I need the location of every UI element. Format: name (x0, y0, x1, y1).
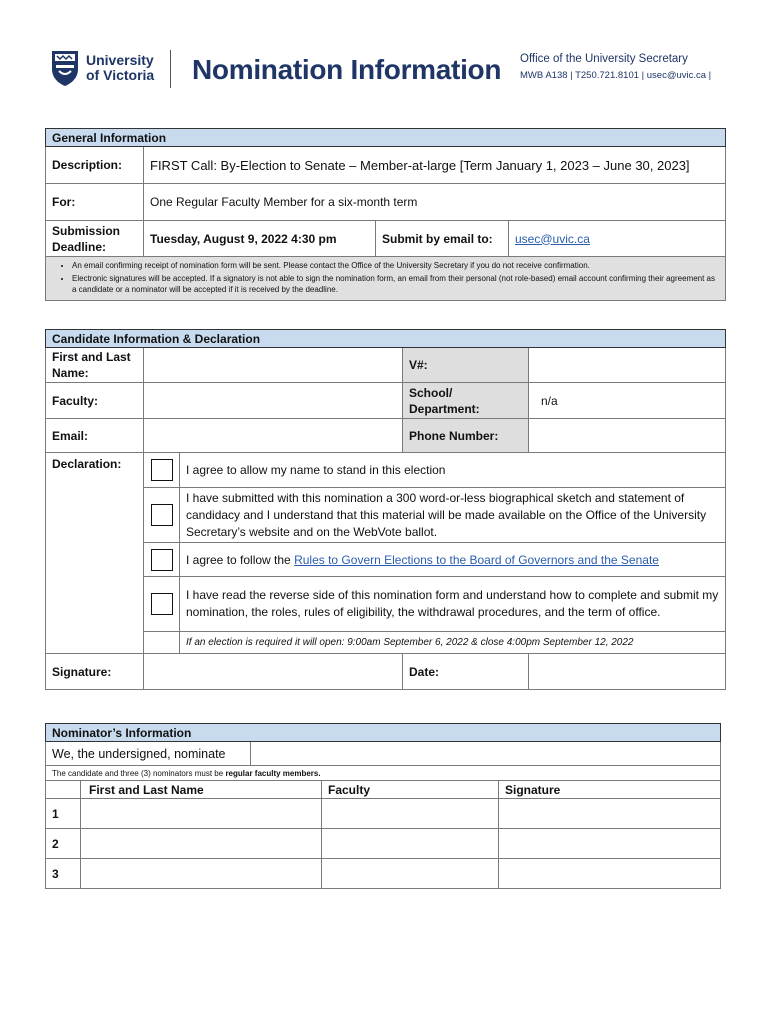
nominee-name-field[interactable] (251, 742, 721, 766)
date-label: Date: (403, 654, 529, 690)
table-row (46, 859, 721, 889)
university-logo (50, 48, 182, 88)
school-label-line1: School/ (409, 385, 453, 400)
name-label (46, 348, 144, 383)
declaration-label: Declaration: (46, 453, 144, 654)
name-label-line2: Name: (52, 366, 89, 380)
declaration-checkbox-2[interactable] (151, 504, 173, 526)
faculty-label: Faculty: (46, 383, 144, 419)
declaration-text-1: I agree to allow my name to stand in this election (180, 453, 726, 488)
nominator-name-field[interactable] (81, 829, 322, 859)
deadline-label (46, 221, 144, 257)
nominator-signature-field[interactable] (499, 829, 721, 859)
crest-icon (50, 49, 80, 87)
declaration-text-4: I have read the reverse side of this nomination form and understand how to complete and submit my nomination, the roles, rules of eligibility, the withdrawal procedures, and the term of office. (180, 577, 726, 632)
row-number: 1 (46, 799, 81, 829)
phone-label: Phone Number: (403, 419, 529, 453)
declaration-text-3 (180, 543, 726, 577)
table-row (46, 799, 721, 829)
school-value: n/a (541, 393, 558, 408)
nominator-signature-field[interactable] (499, 799, 721, 829)
date-field[interactable] (529, 654, 726, 690)
phone-field[interactable] (529, 419, 726, 453)
nominator-note-prefix: The candidate and three (3) nominators must be (52, 768, 226, 778)
row-number: 2 (46, 829, 81, 859)
logo-line-2: of Victoria (86, 67, 155, 83)
description-value: FIRST Call: By-Election to Senate – Member-at-large [Term January 1, 2023 – June 30, 2023] (144, 147, 726, 184)
name-label-line1: First and Last (52, 350, 131, 364)
nominator-faculty-field[interactable] (322, 799, 499, 829)
election-note: If an election is required it will open: 9:00am September 6, 2022 & close 4:00pm September 12, 2022 (180, 632, 726, 654)
rules-link[interactable]: Rules to Govern Elections to the Board of Governors and the Senate (294, 552, 659, 567)
general-information-table (45, 128, 726, 301)
deadline-value: Tuesday, August 9, 2022 4:30 pm (144, 221, 376, 257)
note-item: • Electronic signatures will be accepted. If a signatory is not able to sign the nomination form, an email from their personal (not role-based) email account confirming their agreement as a candidate or a nominator will be accepted if it is received by the deadline. (72, 273, 719, 295)
declaration-text-3-prefix: I agree to follow the (186, 552, 295, 567)
nominator-note-bold: regular faculty members. (225, 768, 321, 778)
logo-divider (170, 50, 171, 88)
for-value: One Regular Faculty Member for a six-month term (144, 184, 726, 221)
university-name (86, 53, 154, 83)
for-label: For: (46, 184, 144, 221)
section-header-general: General Information (46, 129, 726, 147)
school-label (403, 383, 529, 419)
nominator-signature-field[interactable] (499, 859, 721, 889)
nominator-information-table (45, 723, 721, 889)
column-header-signature: Signature (499, 781, 721, 799)
row-number: 3 (46, 859, 81, 889)
note-item: • An email confirming receipt of nomination form will be sent. Please contact the Office of the University Secretary if you do not receive confirmation. (72, 260, 719, 271)
deadline-label-line2: Deadline: (52, 239, 107, 254)
email-label: Email: (46, 419, 144, 453)
page-title: Nomination Information (192, 54, 502, 85)
nominator-faculty-field[interactable] (322, 859, 499, 889)
deadline-label-line1: Submission (52, 223, 121, 238)
faculty-field[interactable] (144, 383, 403, 419)
signature-field[interactable] (144, 654, 403, 690)
email-field[interactable] (144, 419, 403, 453)
school-label-line2: Department: (409, 401, 480, 416)
submit-label: Submit by email to: (376, 221, 509, 257)
declaration-text-2: I have submitted with this nomination a 300 word-or-less biographical sketch and statement of candidacy and I understand that this material will be made available on the Office of the University Secretary’s website and on the WebVote ballot. (180, 488, 726, 543)
office-name: Office of the University Secretary (520, 53, 688, 65)
general-notes (46, 257, 726, 301)
nominator-note (46, 766, 721, 781)
school-field[interactable] (529, 383, 726, 419)
nominator-name-field[interactable] (81, 859, 322, 889)
candidate-information-table (45, 329, 726, 690)
section-header-nominator: Nominator’s Information (46, 724, 721, 742)
candidate-name-field[interactable] (144, 348, 403, 383)
table-row (46, 829, 721, 859)
submit-email-link[interactable]: usec@uvic.ca (515, 231, 590, 246)
declaration-checkbox-3[interactable] (151, 549, 173, 571)
office-contact: MWB A138 | T250.721.8101 | usec@uvic.ca | (520, 70, 712, 81)
v-number-label: V#: (403, 348, 529, 383)
declaration-checkbox-4[interactable] (151, 593, 173, 615)
logo-line-1: University (86, 52, 154, 68)
description-label: Description: (46, 147, 144, 184)
column-header-faculty: Faculty (322, 781, 499, 799)
column-header-name: First and Last Name (81, 781, 322, 799)
nominator-name-field[interactable] (81, 799, 322, 829)
header-blank (46, 781, 81, 799)
v-number-field[interactable] (529, 348, 726, 383)
signature-label: Signature: (46, 654, 144, 690)
section-header-candidate: Candidate Information & Declaration (46, 330, 726, 348)
empty-cell (144, 632, 180, 654)
nominate-text: We, the undersigned, nominate (46, 742, 251, 766)
nominator-faculty-field[interactable] (322, 829, 499, 859)
declaration-checkbox-1[interactable] (151, 459, 173, 481)
